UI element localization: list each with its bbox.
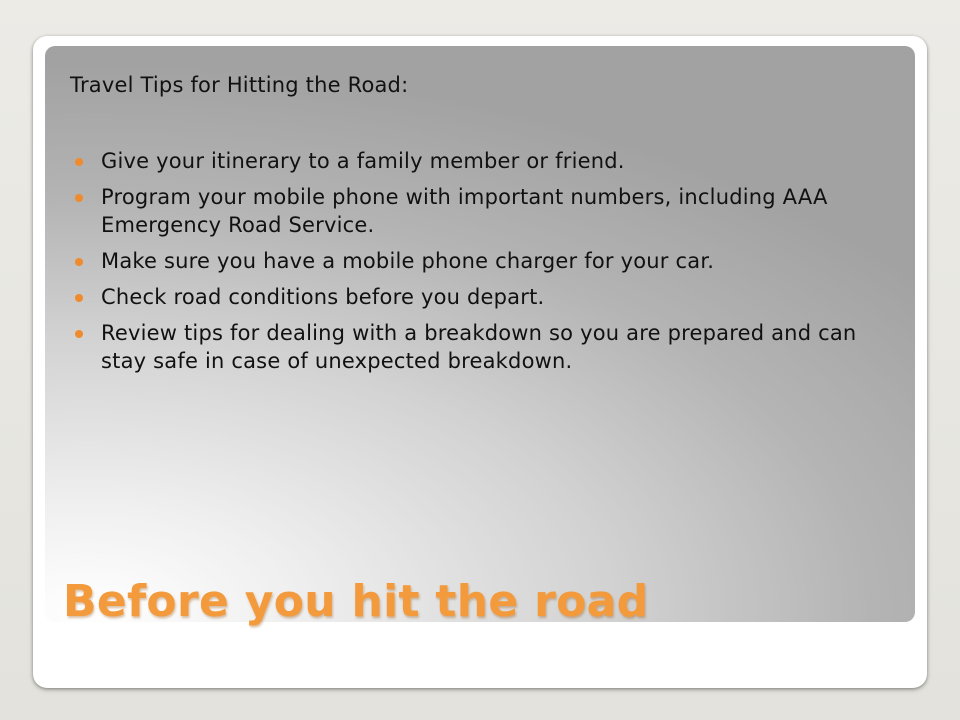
- intro-text: Travel Tips for Hitting the Road:: [70, 73, 409, 97]
- bullet-dot-icon: [75, 330, 83, 338]
- bullet-item: [70, 283, 900, 311]
- bullet-list: [70, 147, 900, 383]
- bullet-text: Give your itinerary to a family member or friend.: [101, 149, 625, 173]
- bullet-item: [70, 147, 900, 175]
- bullet-item: [70, 247, 900, 275]
- bullet-dot-icon: [75, 158, 83, 166]
- bullet-item: [70, 319, 900, 375]
- bullet-item: [70, 183, 900, 239]
- bullet-dot-icon: [75, 294, 83, 302]
- bullet-text: Check road conditions before you depart.: [101, 285, 545, 309]
- bullet-text: Program your mobile phone with important numbers, including AAA Emergency Road Service.: [101, 185, 828, 237]
- bullet-dot-icon: [75, 258, 83, 266]
- bullet-text: Make sure you have a mobile phone charger for your car.: [101, 249, 715, 273]
- bullet-dot-icon: [75, 194, 83, 202]
- bullet-text: Review tips for dealing with a breakdown so you are prepared and can stay safe in case of unexpected breakdown.: [101, 321, 857, 373]
- slide-title: Before you hit the road: [63, 576, 649, 627]
